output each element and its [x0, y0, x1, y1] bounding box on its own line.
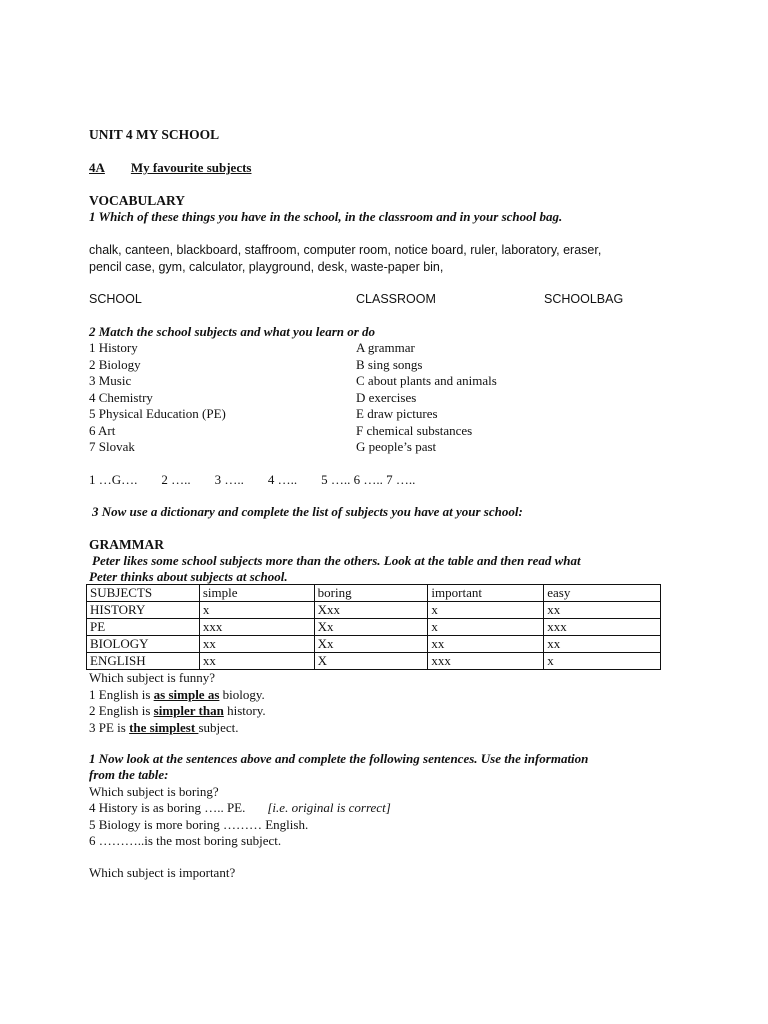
category-columns: [89, 291, 689, 308]
table-cell: xxx: [199, 619, 314, 636]
correction-note: [i.e. original is correct]: [267, 800, 391, 815]
question-boring: Which subject is boring?: [89, 783, 219, 799]
grammar-intro-line-1: Peter likes some school subjects more than the others. Look at the table and then read what: [92, 553, 581, 568]
table-cell: PE: [87, 619, 200, 636]
match-row: [89, 373, 589, 390]
activity-item: D exercises: [356, 389, 417, 405]
vocabulary-task-1: 1 Which of these things you have in the school, in the classroom and in your school bag.: [89, 209, 563, 224]
vocabulary-task-3: 3 Now use a dictionary and complete the list of subjects you have at your school:: [92, 504, 523, 519]
sentence-text: biology.: [219, 686, 265, 702]
vocabulary-task-2: 2 Match the school subjects and what you learn or do: [89, 324, 376, 339]
sentence-text: 2 English is: [89, 703, 154, 718]
table-cell: HISTORY: [87, 602, 200, 619]
section-title: My favourite subjects: [130, 160, 252, 175]
table-cell: xx: [199, 653, 314, 670]
table-cell: ENGLISH: [87, 653, 200, 670]
key-phrase: simpler than: [153, 703, 224, 718]
grammar-intro-line-2: Peter thinks about subjects at school.: [89, 569, 288, 584]
match-row: [89, 406, 589, 423]
table-cell: x: [428, 602, 544, 619]
exercise-sentence-5: 5 Biology is more boring ……… English.: [89, 816, 309, 832]
table-row: [87, 619, 661, 636]
table-row: [87, 636, 661, 653]
activity-item: F chemical substances: [356, 422, 473, 438]
grammar-task-1-line-1: 1 Now look at the sentences above and complete the following sentences. Use the information: [89, 751, 589, 766]
table-cell: Xx: [314, 636, 428, 653]
exercise-sentence-4: [89, 800, 391, 817]
key-phrase: the simplest: [129, 719, 199, 735]
exercise-sentence-6: 6 ………..is the most boring subject.: [89, 833, 282, 848]
table-header: important: [428, 585, 544, 602]
answer-line: [89, 472, 415, 489]
answer-1: 1 …G….: [89, 472, 138, 487]
answer-3: 3 …..: [214, 472, 244, 487]
subject-item: 4 Chemistry: [89, 389, 153, 405]
table-cell: X: [314, 653, 428, 670]
vocabulary-heading: VOCABULARY: [89, 193, 186, 208]
sentence-text: subject.: [198, 719, 239, 735]
sentence-text: 3 PE is: [89, 719, 130, 735]
question-funny: Which subject is funny?: [89, 670, 215, 685]
column-classroom: CLASSROOM: [356, 292, 436, 306]
section-heading: [89, 160, 251, 177]
question-important: Which subject is important?: [89, 865, 236, 880]
example-sentence-3: [89, 720, 239, 737]
subject-item: 3 Music: [89, 373, 132, 388]
subject-item: 5 Physical Education (PE): [89, 406, 226, 421]
table-cell: xx: [544, 602, 661, 619]
match-row: [89, 423, 589, 440]
table-header-row: [87, 585, 661, 602]
key-phrase: as simple as: [153, 686, 220, 702]
sentence-text: 4 History is as boring ….. PE.: [89, 800, 246, 815]
table-header: simple: [199, 585, 314, 602]
grammar-heading: GRAMMAR: [89, 537, 164, 552]
sentence-text: history.: [223, 703, 266, 718]
table-cell: xx: [428, 636, 544, 653]
table-cell: x: [428, 619, 544, 636]
subject-item: 2 Biology: [89, 356, 141, 372]
table-cell: xx: [544, 636, 661, 653]
table-cell: Xx: [314, 619, 428, 636]
activity-item: B sing songs: [356, 356, 423, 372]
column-school: SCHOOL: [89, 292, 142, 306]
match-row: [89, 439, 589, 456]
match-row: [89, 357, 589, 374]
section-code: 4A: [89, 160, 105, 175]
activity-item: C about plants and animals: [356, 373, 497, 388]
table-header: boring: [314, 585, 428, 602]
answer-5-7: 5 ….. 6 ….. 7 …..: [321, 472, 416, 487]
table-header: easy: [544, 585, 661, 602]
unit-title: UNIT 4 MY SCHOOL: [89, 127, 220, 142]
answer-4: 4 …..: [267, 472, 298, 487]
subject-item: 1 History: [89, 340, 138, 355]
grammar-task-1-line-2: from the table:: [89, 767, 169, 782]
word-list-line-1: chalk, canteen, blackboard, staffroom, computer room, notice board, ruler, laboratory, eraser,: [89, 243, 602, 257]
match-row: [89, 390, 589, 407]
table-row: [87, 653, 661, 670]
table-row: [87, 602, 661, 619]
table-cell: xx: [199, 636, 314, 653]
table-cell: x: [199, 602, 314, 619]
example-sentence-2: [89, 703, 266, 720]
table-cell: xxx: [544, 619, 661, 636]
answer-2: 2 …..: [161, 472, 191, 487]
example-sentence-1: [89, 687, 265, 704]
activity-item: E draw pictures: [356, 406, 438, 421]
column-schoolbag: SCHOOLBAG: [544, 292, 624, 306]
table-cell: BIOLOGY: [87, 636, 200, 653]
activity-item: G people’s past: [356, 439, 437, 454]
table-cell: Xxx: [314, 602, 428, 619]
activity-item: A grammar: [356, 340, 415, 355]
word-list-line-2: pencil case, gym, calculator, playground, desk, waste-paper bin,: [89, 260, 444, 274]
sentence-text: 1 English is: [89, 686, 154, 702]
subject-item: 6 Art: [89, 422, 116, 438]
match-row: [89, 340, 589, 357]
comparison-table: [86, 584, 661, 670]
table-header: SUBJECTS: [87, 585, 200, 602]
subject-item: 7 Slovak: [89, 439, 135, 454]
table-cell: x: [544, 653, 661, 670]
table-cell: xxx: [428, 653, 544, 670]
